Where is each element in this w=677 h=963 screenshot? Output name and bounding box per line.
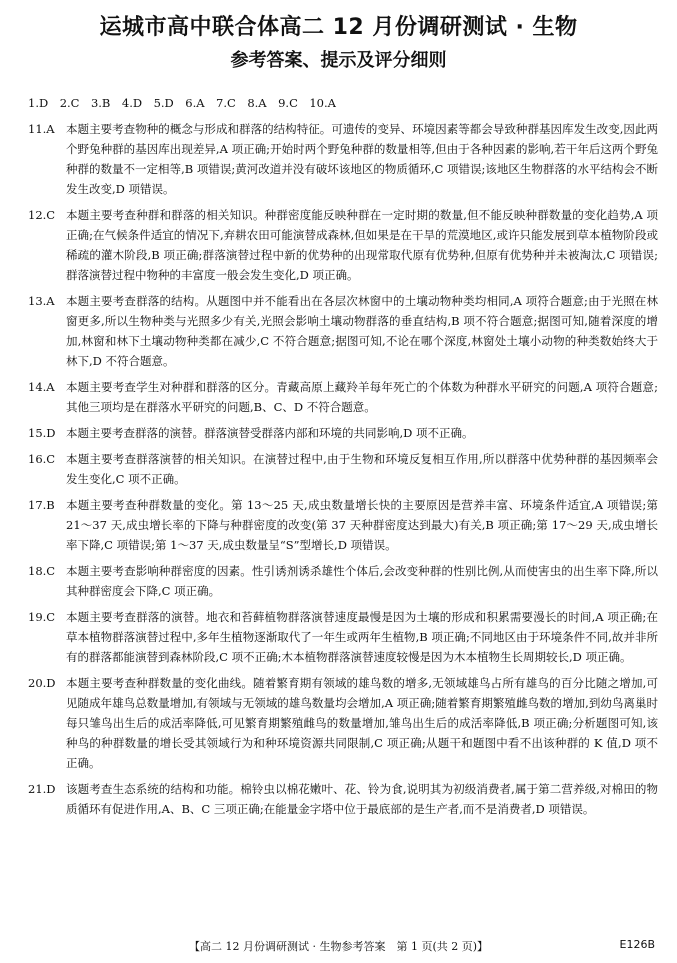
answer-number: 13.A (28, 294, 55, 308)
answer-item (28, 423, 658, 443)
answer-explanation: 该题考查生态系统的结构和功能。棉铃虫以棉花嫩叶、花、铃为食,说明其为初级消费者,属于第二营养级,对棉田的物质循环有促进作用,A、B、C 三项正确;在能量金字塔中位于最底部的是生产者,而不是消费者,D 项错误。 (66, 782, 658, 816)
answer-item (28, 449, 658, 489)
answer-item (28, 673, 658, 773)
answer-explanation: 本题主要考查种群数量的变化曲线。随着繁育期有领域的雄鸟数的增多,无领域雄鸟占所有雄鸟的百分比随之增加,可见随成年雄鸟总数量增加,有领域与无领域的雄鸟数量均会增加,A 项正确;随着繁育期繁殖雌鸟数的增加,到幼鸟离巢时每只雏鸟出生后的成活率降低,可见繁育期繁殖雌鸟的数量增加,雏鸟出生后的成活率降低,B 项正确;分析题图可知,该种鸟的种群数量的增长受其领域行为和种环境资源共同限制,C 项正确;从题干和题图中看不出该种群的 K 值,D 项不正确。 (66, 676, 658, 770)
answer-number: 21.D (28, 782, 56, 796)
answer-explanation: 本题主要考查影响种群密度的因素。性引诱剂诱杀雄性个体后,会改变种群的性别比例,从而使害虫的出生率下降,所以其种群密度会下降,C 项正确。 (66, 564, 658, 598)
answer-number: 15.D (28, 426, 56, 440)
answer-explanation: 本题主要考查种群数量的变化。第 13～25 天,成虫数量增长快的主要原因是营养丰富、环境条件适宜,A 项错误;第 21～37 天,成虫增长率的下降与种群密度的改变(第 37 天种群密度达到最大)有关,B 项正确;第 17～29 天,成虫增长率下降,C 项错误;第 1～37 天,成虫数量呈“S”型增长,D 项错误。 (66, 498, 658, 552)
answer-number: 14.A (28, 380, 55, 394)
answer-number: 11.A (28, 122, 55, 136)
answer-explanation: 本题主要考查物种的概念与形成和群落的结构特征。可遗传的变异、环境因素等都会导致种群基因库发生改变,因此两个野兔种群的基因库出现差异,A 项正确;开始时两个野兔种群的数量相等,但由于各种因素的影响,若干年后这两个野兔种群的数量不一定相等,B 项错误;黄河改道并没有破坏该地区的物质循环,C 项错误;该地区生物群落的水平结构会不断发生改变,D 项错误。 (66, 122, 658, 196)
answer-explanation: 本题主要考查种群和群落的相关知识。种群密度能反映种群在一定时期的数量,但不能反映种群数量的变化趋势,A 项正确;在气候条件适宜的情况下,弃耕农田可能演替成森林,但如果是在干旱的荒漠地区,或许只能发展到草本植物阶段或稀疏的灌木阶段,B 项正确;群落演替过程中新的优势种的出现常取代原有优势种,但原有优势种并未被淘汰,C 项错误;群落演替过程中物种的丰富度一般会发生变化,D 项正确。 (66, 208, 658, 282)
answer-explanations (28, 119, 658, 825)
answer-item (28, 291, 658, 371)
answer-item (28, 205, 658, 285)
answer-explanation: 本题主要考查群落的演替。群落演替受群落内部和环境的共同影响,D 项不正确。 (66, 426, 474, 440)
page-title: 运城市高中联合体高二 12 月份调研测试 · 生物 (99, 15, 578, 40)
answer-explanation: 本题主要考查群落的结构。从题图中并不能看出在各层次林窗中的土壤动物种类均相同,A 项符合题意;由于光照在林窗更多,所以生物种类与光照多少有关,光照会影响土壤动物群落的垂直结构,B 项不符合题意;据图可知,随着深度的增加,林窗和林下土壤动物种类都在减少,C 不符合题意;据图可知,不论在哪个深度,林窗处土壤小动物的种类数始终大于林下,D 不符合题意。 (66, 294, 658, 368)
answer-item (28, 119, 658, 199)
answer-number: 12.C (28, 208, 56, 222)
answer-number: 20.D (28, 676, 56, 690)
footer-page-info: 【高二 12 月份调研测试 · 生物参考答案 第 1 页(共 2 页)】 (188, 940, 489, 953)
answer-explanation: 本题主要考查群落演替的相关知识。在演替过程中,由于生物和环境反复相互作用,所以群落中优势种群的基因频率会发生变化,C 项不正确。 (66, 452, 658, 486)
footer-code: E126B (619, 938, 655, 951)
answer-number: 19.C (28, 610, 56, 624)
page-subtitle: 参考答案、提示及评分细则 (230, 50, 447, 71)
answer-number: 16.C (28, 452, 56, 466)
answer-item (28, 779, 658, 819)
answer-item (28, 377, 658, 417)
answer-explanation: 本题主要考查学生对种群和群落的区分。青藏高原上藏羚羊每年死亡的个体数为种群水平研究的问题,A 项符合题意;其他三项均是在群落水平研究的问题,B、C、D 不符合题意。 (66, 380, 658, 414)
answer-number: 18.C (28, 564, 56, 578)
answer-number: 17.B (28, 498, 55, 512)
answer-item (28, 561, 658, 601)
multiple-choice-answers: 1.D 2.C 3.B 4.D 5.D 6.A 7.C 8.A 9.C 10.A (28, 96, 336, 110)
answer-item (28, 607, 658, 667)
answer-item (28, 495, 658, 555)
answer-explanation: 本题主要考查群落的演替。地衣和苔藓植物群落演替速度最慢是因为土壤的形成和积累需要漫长的时间,A 项正确;在草本植物群落演替过程中,多年生植物逐渐取代了一年生或两年生植物,B 项正确;不同地区由于环境条件不同,故并非所有的群落都能演替到森林阶段,C 项不正确;木本植物群落演替速度较慢是因为木本植物生长周期较长,D 项正确。 (66, 610, 658, 664)
